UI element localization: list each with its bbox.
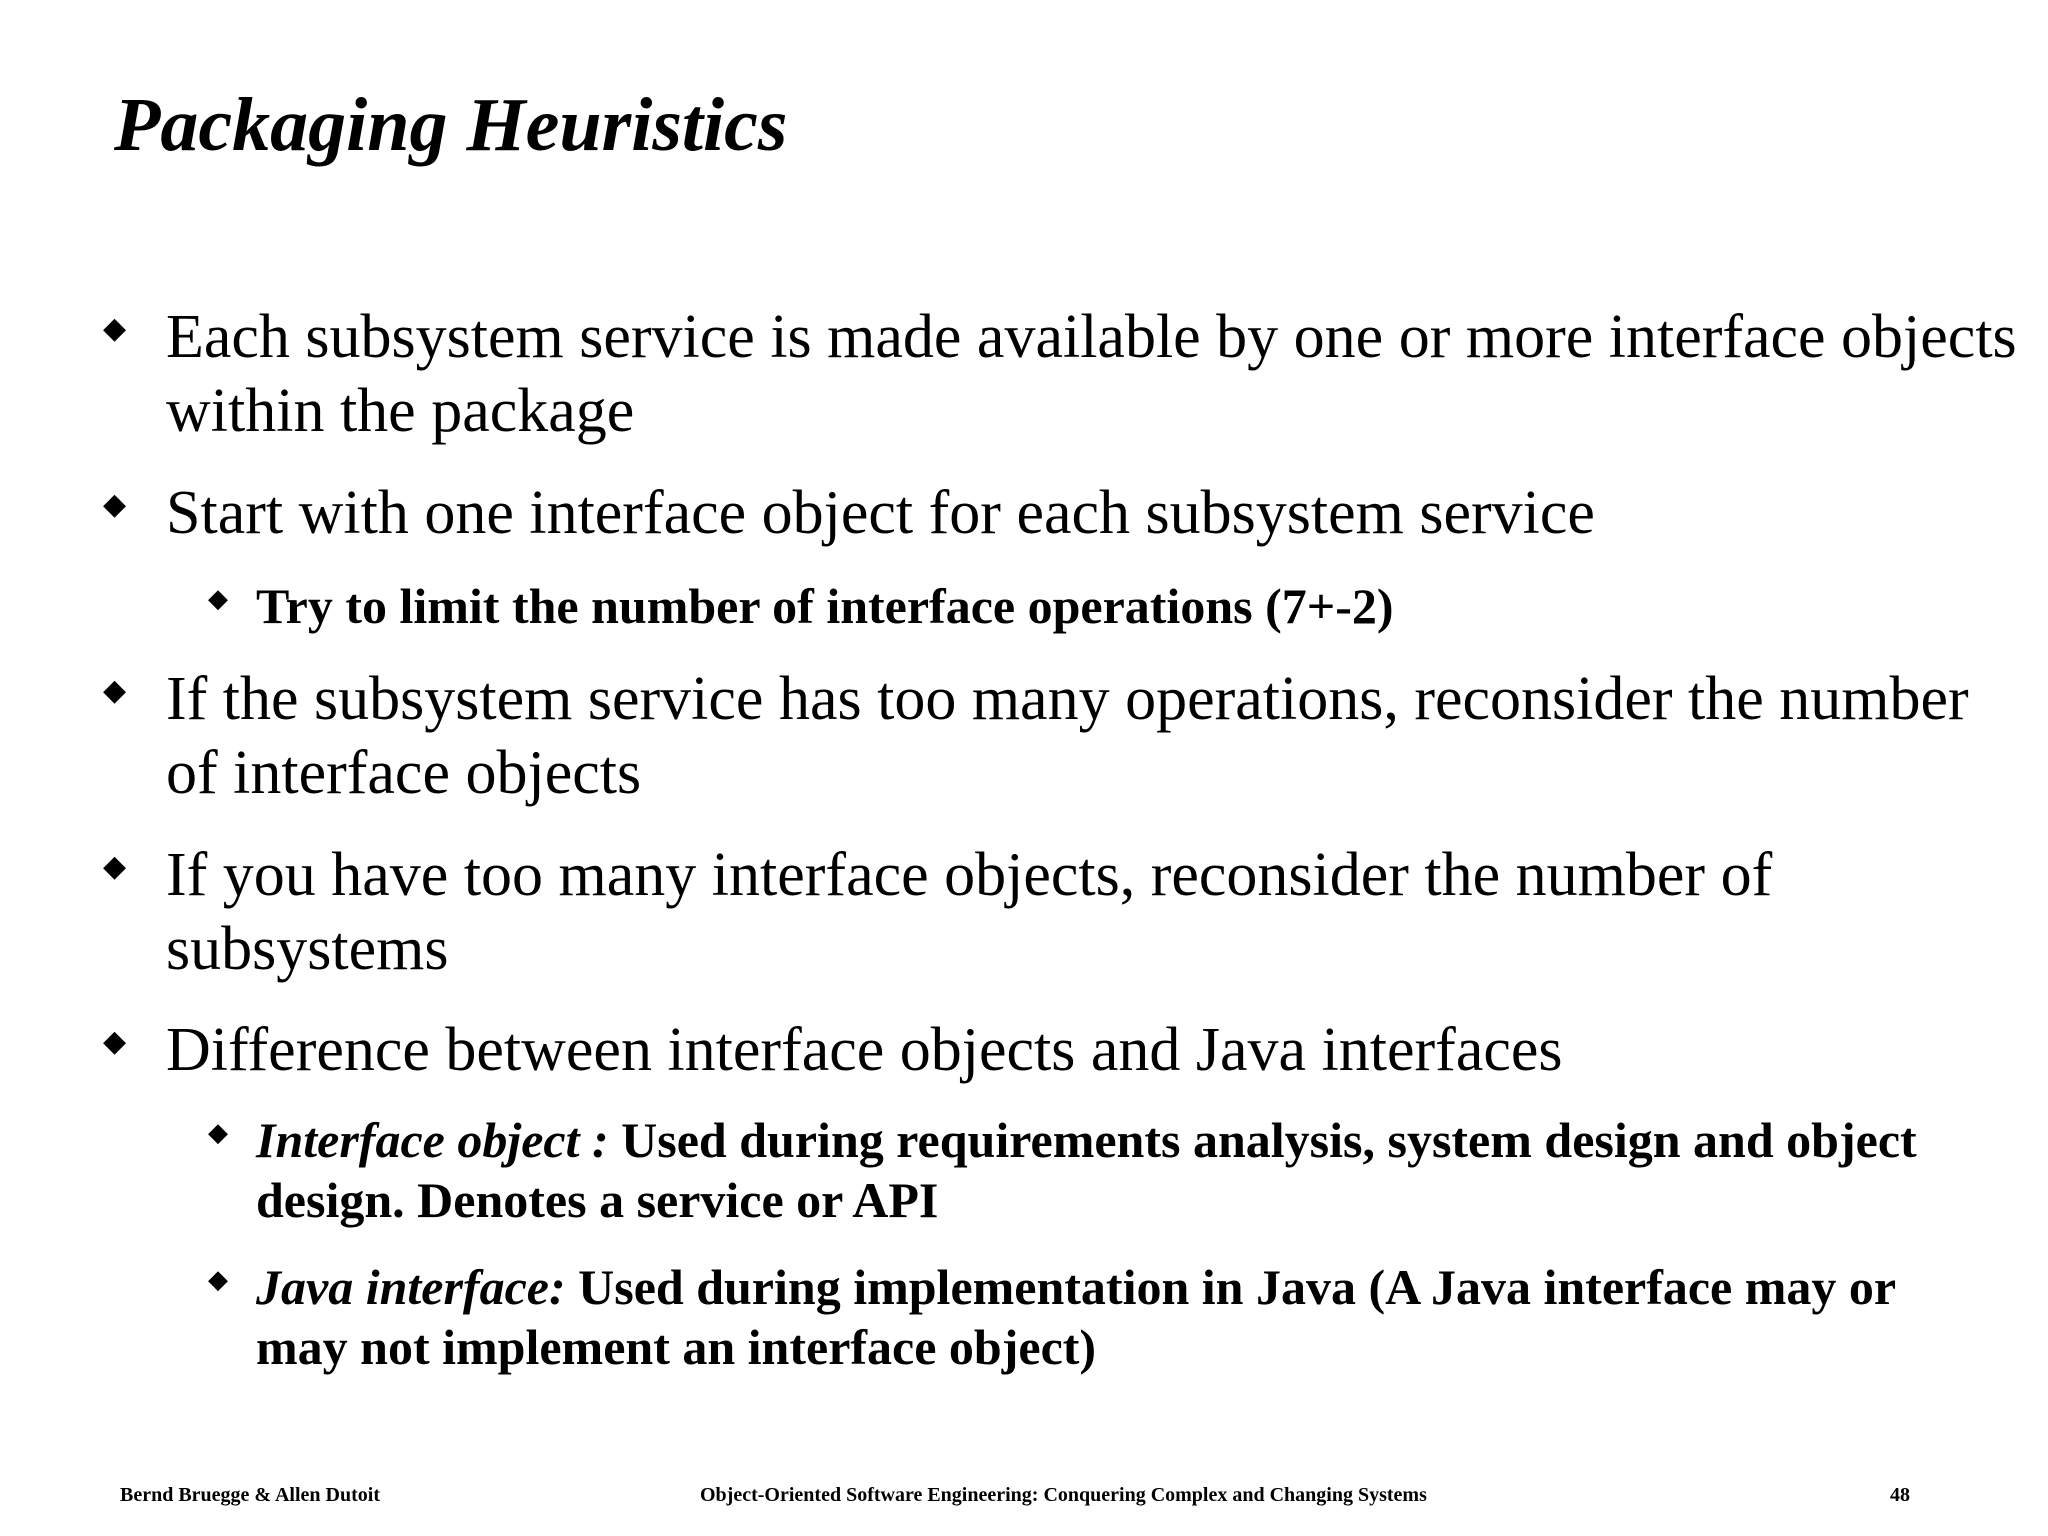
bullet-text: Difference between interface objects and Java interfaces bbox=[166, 1016, 1563, 1084]
diamond-bullet-icon: ◆ bbox=[103, 1025, 127, 1058]
diamond-bullet-icon: ◆ bbox=[208, 1265, 228, 1294]
term-label: Java interface: bbox=[256, 1259, 579, 1315]
bullet-item bbox=[103, 1013, 2026, 1087]
bullet-item bbox=[103, 838, 2026, 986]
bullet-text: Each subsystem service is made available by one or more interface objects within the package bbox=[166, 303, 2017, 445]
bullet-item bbox=[103, 476, 2026, 550]
footer-course-title: Object-Oriented Software Engineering: Conquering Complex and Changing Systems bbox=[700, 1484, 1427, 1506]
sub-bullet-item bbox=[208, 1110, 1996, 1230]
sub-bullet-text bbox=[256, 1257, 1996, 1377]
footer-authors: Bernd Bruegge & Allen Dutoit bbox=[120, 1484, 380, 1506]
bullet-item bbox=[103, 662, 2026, 810]
bullet-text: If the subsystem service has too many operations, reconsider the number of interface objects bbox=[166, 665, 1969, 807]
bullet-text: Start with one interface object for each subsystem service bbox=[166, 479, 1595, 547]
diamond-bullet-icon: ◆ bbox=[208, 1118, 228, 1147]
sub-bullet-item bbox=[208, 1257, 1996, 1377]
slide-title: Packaging Heuristics bbox=[114, 83, 788, 167]
sub-bullet-text: Try to limit the number of interface operations (7+-2) bbox=[256, 578, 1394, 634]
bullet-text: If you have too many interface objects, reconsider the number of subsystems bbox=[166, 841, 1773, 983]
term-definition: Used during implementation in Java (A Java interface may or may not implement an interface object) bbox=[256, 1259, 1896, 1375]
diamond-bullet-icon: ◆ bbox=[103, 674, 127, 707]
sub-bullet-item bbox=[208, 576, 1996, 636]
term-label: Interface object : bbox=[256, 1112, 622, 1168]
bullet-item bbox=[103, 300, 2026, 448]
sub-bullet-text bbox=[256, 1110, 1996, 1230]
diamond-bullet-icon: ◆ bbox=[103, 850, 127, 883]
diamond-bullet-icon: ◆ bbox=[208, 584, 228, 613]
term-definition: Used during requirements analysis, system design and object design. Denotes a service or API bbox=[256, 1112, 1917, 1228]
footer-page-number: 48 bbox=[1890, 1484, 1910, 1506]
diamond-bullet-icon: ◆ bbox=[103, 312, 127, 345]
diamond-bullet-icon: ◆ bbox=[103, 488, 127, 521]
